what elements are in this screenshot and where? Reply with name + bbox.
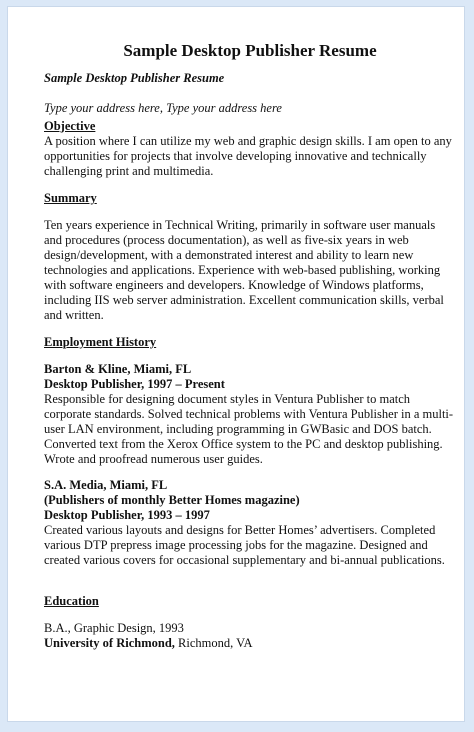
education-location: Richmond, VA xyxy=(174,636,253,650)
employment-heading: Employment History xyxy=(44,335,157,349)
resume-page xyxy=(7,6,465,722)
summary-heading: Summary xyxy=(44,191,97,205)
education-school: University of Richmond, xyxy=(44,636,175,650)
summary-text: Ten years experience in Technical Writing, primarily in software user manuals and procedures (process documentation), as well as five-six years in web design/development, with a demonstrated interest and ability to learn new technologies and applications. Experience with web-based publishing, working with software engineers and developers. Knowledge of Windows platforms, including IIS web server administration. Excellent communication skills, verbal and written. xyxy=(44,218,444,322)
job2-description: Created various layouts and designs for Better Homes’ advertisers. Completed various DTP prepress image processing jobs for the magazine. Designed and created various covers for occasional supplementary and bi-annual publications. xyxy=(44,523,445,567)
address-line: Type your address here, Type your address here xyxy=(44,101,282,115)
job1-company: Barton & Kline, Miami, FL xyxy=(44,362,192,376)
page-title: Sample Desktop Publisher Resume xyxy=(123,41,377,60)
education-school-line xyxy=(44,636,253,651)
doc-subtitle: Sample Desktop Publisher Resume xyxy=(44,71,225,85)
job1-position: Desktop Publisher, 1997 – Present xyxy=(44,377,225,391)
objective-text: A position where I can utilize my web and graphic design skills. I am open to any opportunities for projects that involve developing innovative and technically challenging print and multimedia. xyxy=(44,134,452,178)
education-degree: B.A., Graphic Design, 1993 xyxy=(44,621,184,635)
job2-company: S.A. Media, Miami, FL xyxy=(44,478,168,492)
job2-note: (Publishers of monthly Better Homes magazine) xyxy=(44,493,300,507)
education-heading: Education xyxy=(44,594,99,608)
job1-description: Responsible for designing document styles in Ventura Publisher to match corporate standards. Solved technical problems with Ventura Publisher in a multi-user LAN environment, including programming in GWBasic and DOS batch. Converted text from the Xerox Office system to the PC and desktop publishing. Wrote and proofread numerous user guides. xyxy=(44,392,454,466)
objective-heading: Objective xyxy=(44,119,96,133)
job2-position: Desktop Publisher, 1993 – 1997 xyxy=(44,508,210,522)
